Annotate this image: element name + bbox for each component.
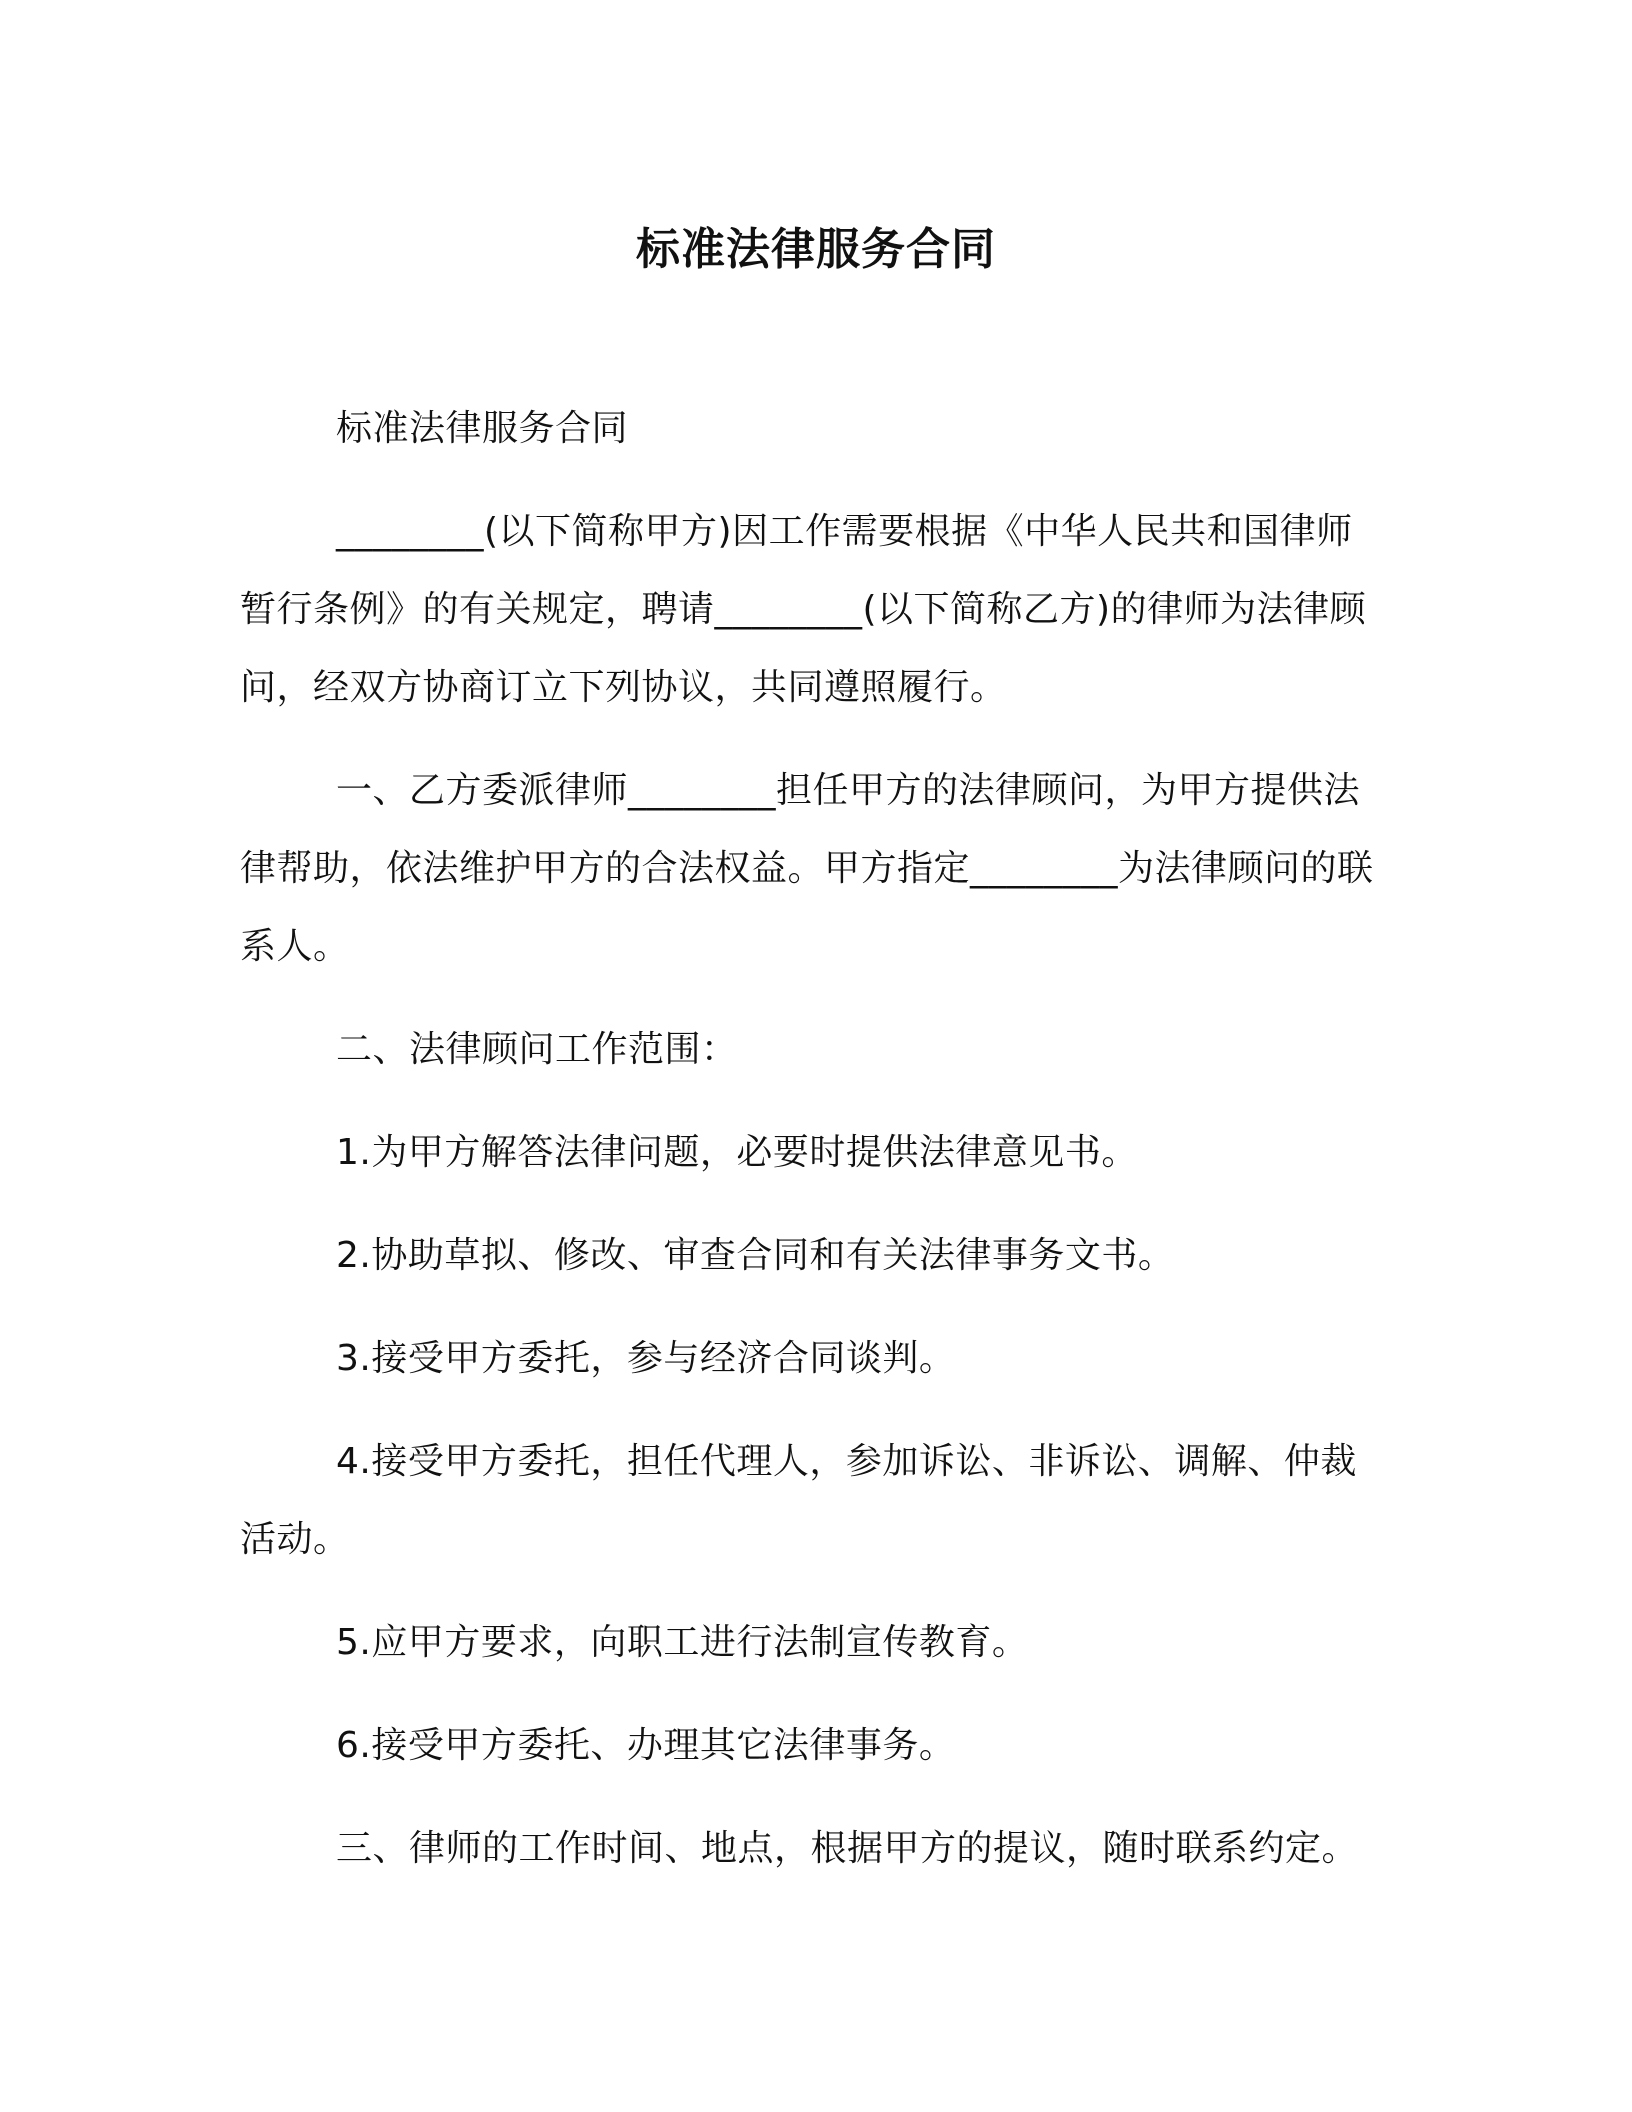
paragraph-scope-item-3: 3.接受甲方委托，参与经济合同谈判。 <box>336 1338 956 1379</box>
document-title: 标准法律服务合同 <box>636 224 996 275</box>
paragraph-clause-3: 三、律师的工作时间、地点，根据甲方的提议，随时联系约定。 <box>336 1828 1359 1869</box>
paragraph-scope-item-6: 6.接受甲方委托、办理其它法律事务。 <box>336 1725 956 1766</box>
paragraph-scope-item-5: 5.应甲方要求，向职工进行法制宣传教育。 <box>336 1622 1029 1663</box>
paragraph-clause-2-heading: 二、法律顾问工作范围： <box>336 1029 738 1070</box>
paragraph-subtitle: 标准法律服务合同 <box>336 408 629 449</box>
document-body <box>240 390 1380 1913</box>
paragraph-scope-item-1: 1.为甲方解答法律问题，必要时提供法律意见书。 <box>336 1132 1138 1173</box>
paragraph-preamble: ________(以下简称甲方)因工作需要根据《中华人民共和国律师暂行条例》的有关规定，聘请________(以下简称乙方)的律师为法律顾问，经双方协商订立下列协议，共同遵照履行。 <box>240 511 1367 708</box>
paragraph-scope-item-2: 2.协助草拟、修改、审查合同和有关法律事务文书。 <box>336 1235 1175 1276</box>
paragraph-scope-item-4: 4.接受甲方委托，担任代理人，参加诉讼、非诉讼、调解、仲裁活动。 <box>240 1441 1357 1560</box>
paragraph-clause-1: 一、乙方委派律师________担任甲方的法律顾问，为甲方提供法律帮助，依法维护甲方的合法权益。甲方指定________为法律顾问的联系人。 <box>240 770 1374 967</box>
